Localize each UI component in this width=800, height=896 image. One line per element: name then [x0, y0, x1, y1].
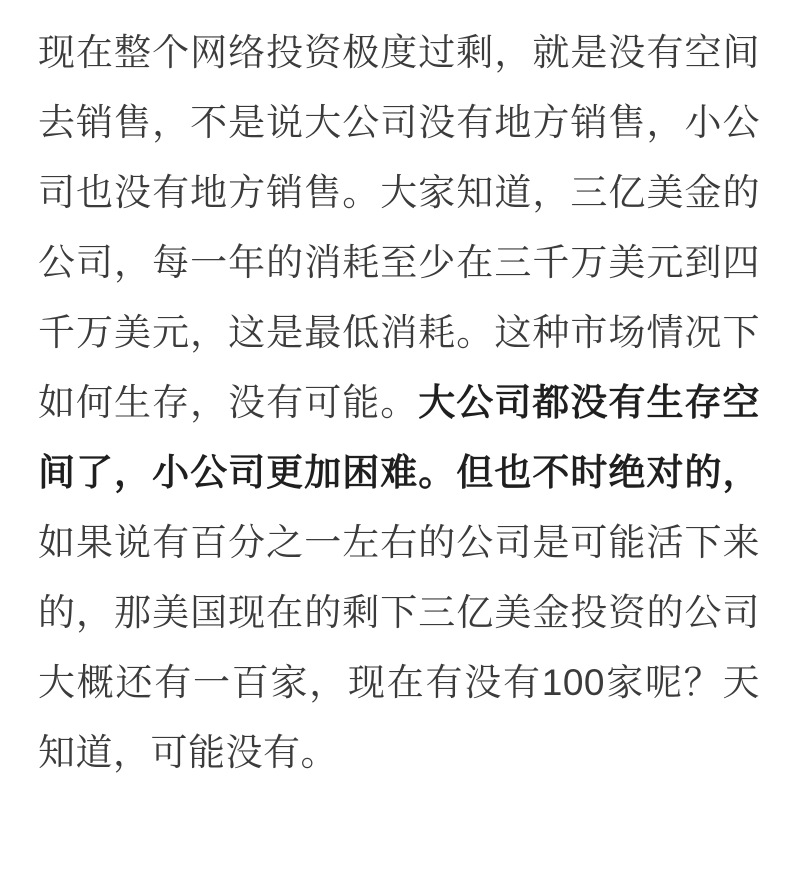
article-body [38, 18, 760, 788]
text-segment-normal-2: 如果说有百分之一左右的公司是可能活下来的，那美国现在的剩下三亿美金投资的公司大概还有一百家，现在有没有100家呢？天知道，可能没有。 [38, 522, 760, 773]
text-segment-normal-1: 现在整个网络投资极度过剩，就是没有空间去销售，不是说大公司没有地方销售，小公司也没有地方销售。大家知道，三亿美金的公司，每一年的消耗至少在三千万美元到四千万美元，这是最低消耗。这种市场情况下如何生存，没有可能。 [38, 32, 760, 423]
paragraph-1 [38, 18, 760, 788]
text-segment-emphasis: 大公司都没有生存空间了，小公司更加困难。但也不时绝对的， [38, 382, 761, 493]
